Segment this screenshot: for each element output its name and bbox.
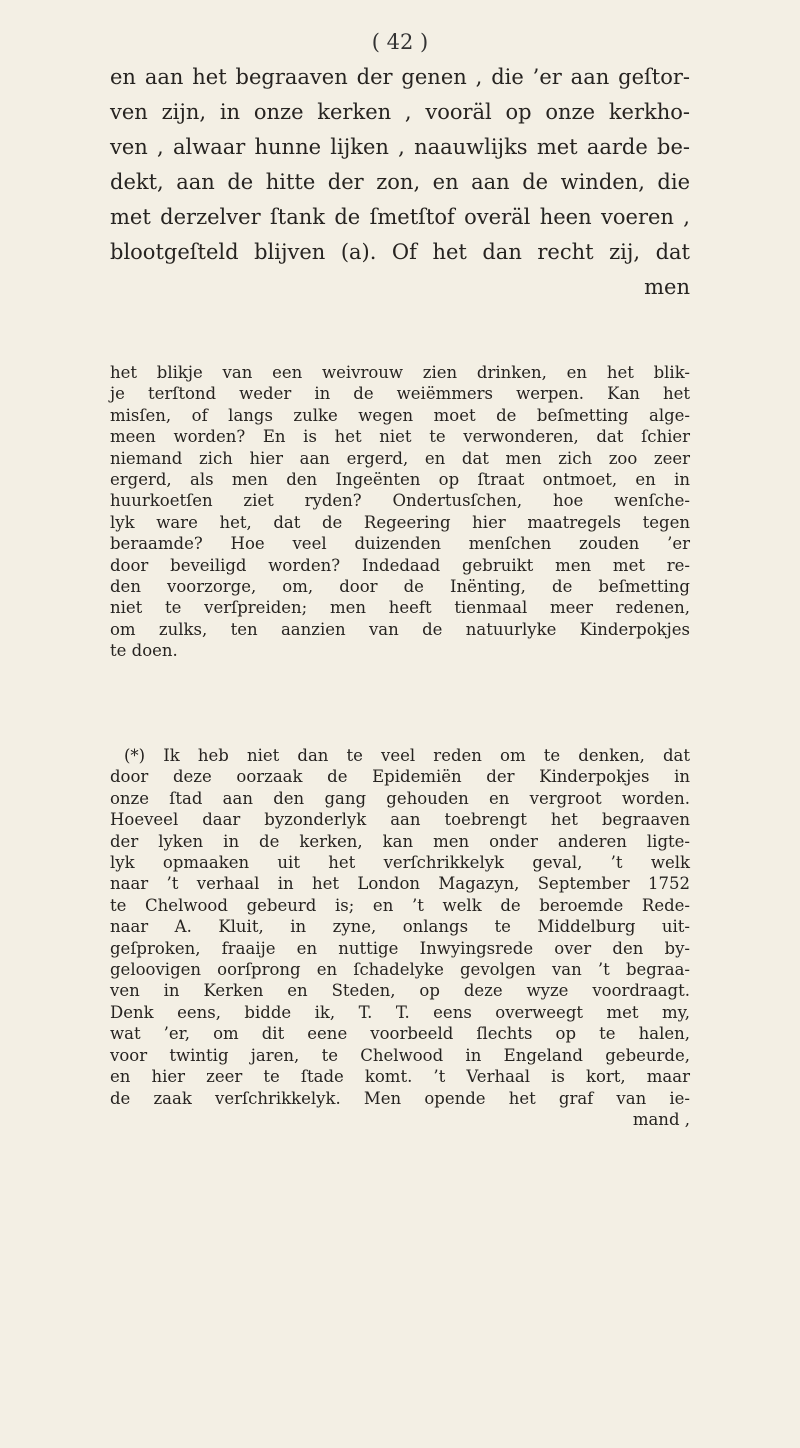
footnote-line: onze ſtad aan den gang gehouden en vergroot worden.	[110, 788, 690, 808]
main-line: dekt, aan de hitte der zon, en aan de winden, die	[110, 170, 690, 194]
catchword: mand ,	[632, 1109, 690, 1129]
footnote-line: je terſtond weder in de weiëmmers werpen. Kan het	[110, 384, 690, 404]
catchword: men	[644, 275, 690, 299]
page-number: ( 42 )	[371, 30, 429, 54]
footnote-continued	[110, 362, 690, 662]
footnote-line: het blikje van een weivrouw zien drinken, en het blik-	[110, 363, 690, 382]
footnote-star	[110, 745, 690, 1130]
footnote-line: ergerd, als men den Ingeënten op ſtraat ontmoet, en in	[110, 470, 690, 490]
main-line: blootgeſteld blijven (a). Of het dan recht zij, dat	[110, 240, 690, 264]
footnote-line: geloovigen oorſprong en ſchadelyke gevolgen van ’t begraa-	[110, 960, 690, 980]
footnote-line: misſen, of langs zulke wegen moet de beſmetting alge-	[110, 405, 690, 425]
footnote-line: te doen.	[110, 641, 178, 661]
footnote-line: Denk eens, bidde ik, T. T. eens overweegt met my,	[110, 1002, 690, 1022]
footnote-line: naar A. Kluit, in zyne, onlangs te Middelburg uit-	[110, 917, 690, 937]
footnote-line: huurkoetſen ziet ryden? Ondertusſchen, hoe wenſche-	[110, 491, 690, 511]
footnote-line: Hoeveel daar byzonderlyk aan toebrengt het begraaven	[110, 810, 690, 830]
footnote-line: voor twintig jaren, te Chelwood in Engeland gebeurde,	[110, 1045, 690, 1065]
footnote-line: (*) Ik heb niet dan te veel reden om te denken, dat	[124, 746, 690, 765]
footnote-line: door deze oorzaak de Epidemiën der Kinderpokjes in	[110, 767, 690, 787]
footnote-line: meen worden? En is het niet te verwonderen, dat ſchier	[110, 427, 690, 447]
footnote-line: de zaak verſchrikkelyk. Men opende het graf van ie-	[110, 1088, 690, 1108]
footnote-line: om zulks, ten aanzien van de natuurlyke Kinderpokjes	[110, 619, 690, 639]
footnote-line: en hier zeer te ſtade komt. ’t Verhaal is kort, maar	[110, 1067, 690, 1087]
footnote-line: beraamde? Hoe veel duizenden menſchen zouden ’er	[110, 534, 690, 554]
footnote-line: lyk ware het, dat de Regeering hier maatregels tegen	[110, 512, 690, 532]
footnote-line: geſproken, fraaije en nuttige Inwyingsrede over den by-	[110, 938, 690, 958]
footnote-line: niemand zich hier aan ergerd, en dat men zich zoo zeer	[110, 448, 690, 468]
footnote-line: door beveiligd worden? Indedaad gebruikt men met re-	[110, 555, 690, 575]
main-line: ven zijn, in onze kerken , vooräl op onze kerkho-	[110, 100, 690, 124]
main-line: en aan het begraaven der genen , die ’er aan geſtor-	[110, 65, 690, 89]
footnote-line: lyk opmaaken uit het verſchrikkelyk geval, ’t welk	[110, 853, 690, 873]
footnote-line: ven in Kerken en Steden, op deze wyze voordraagt.	[110, 981, 690, 1001]
footnote-line: te Chelwood gebeurd is; en ’t welk de beroemde Rede-	[110, 895, 690, 915]
main-line: met derzelver ſtank de ſmetſtof overäl heen voeren ,	[110, 205, 690, 229]
footnote-line: wat ’er, om dit eene voorbeeld ſlechts op te halen,	[110, 1024, 690, 1044]
footnote-line: der lyken in de kerken, kan men onder anderen ligte-	[110, 831, 690, 851]
main-line: ven , alwaar hunne lijken , naauwlijks met aarde be-	[110, 135, 690, 159]
main-text	[110, 60, 690, 305]
footnote-line: naar ’t verhaal in het London Magazyn, September 1752	[110, 874, 690, 894]
footnote-line: niet te verſpreiden; men heeft tienmaal meer redenen,	[110, 598, 690, 618]
footnote-line: den voorzorge, om, door de Inënting, de beſmetting	[110, 577, 690, 597]
